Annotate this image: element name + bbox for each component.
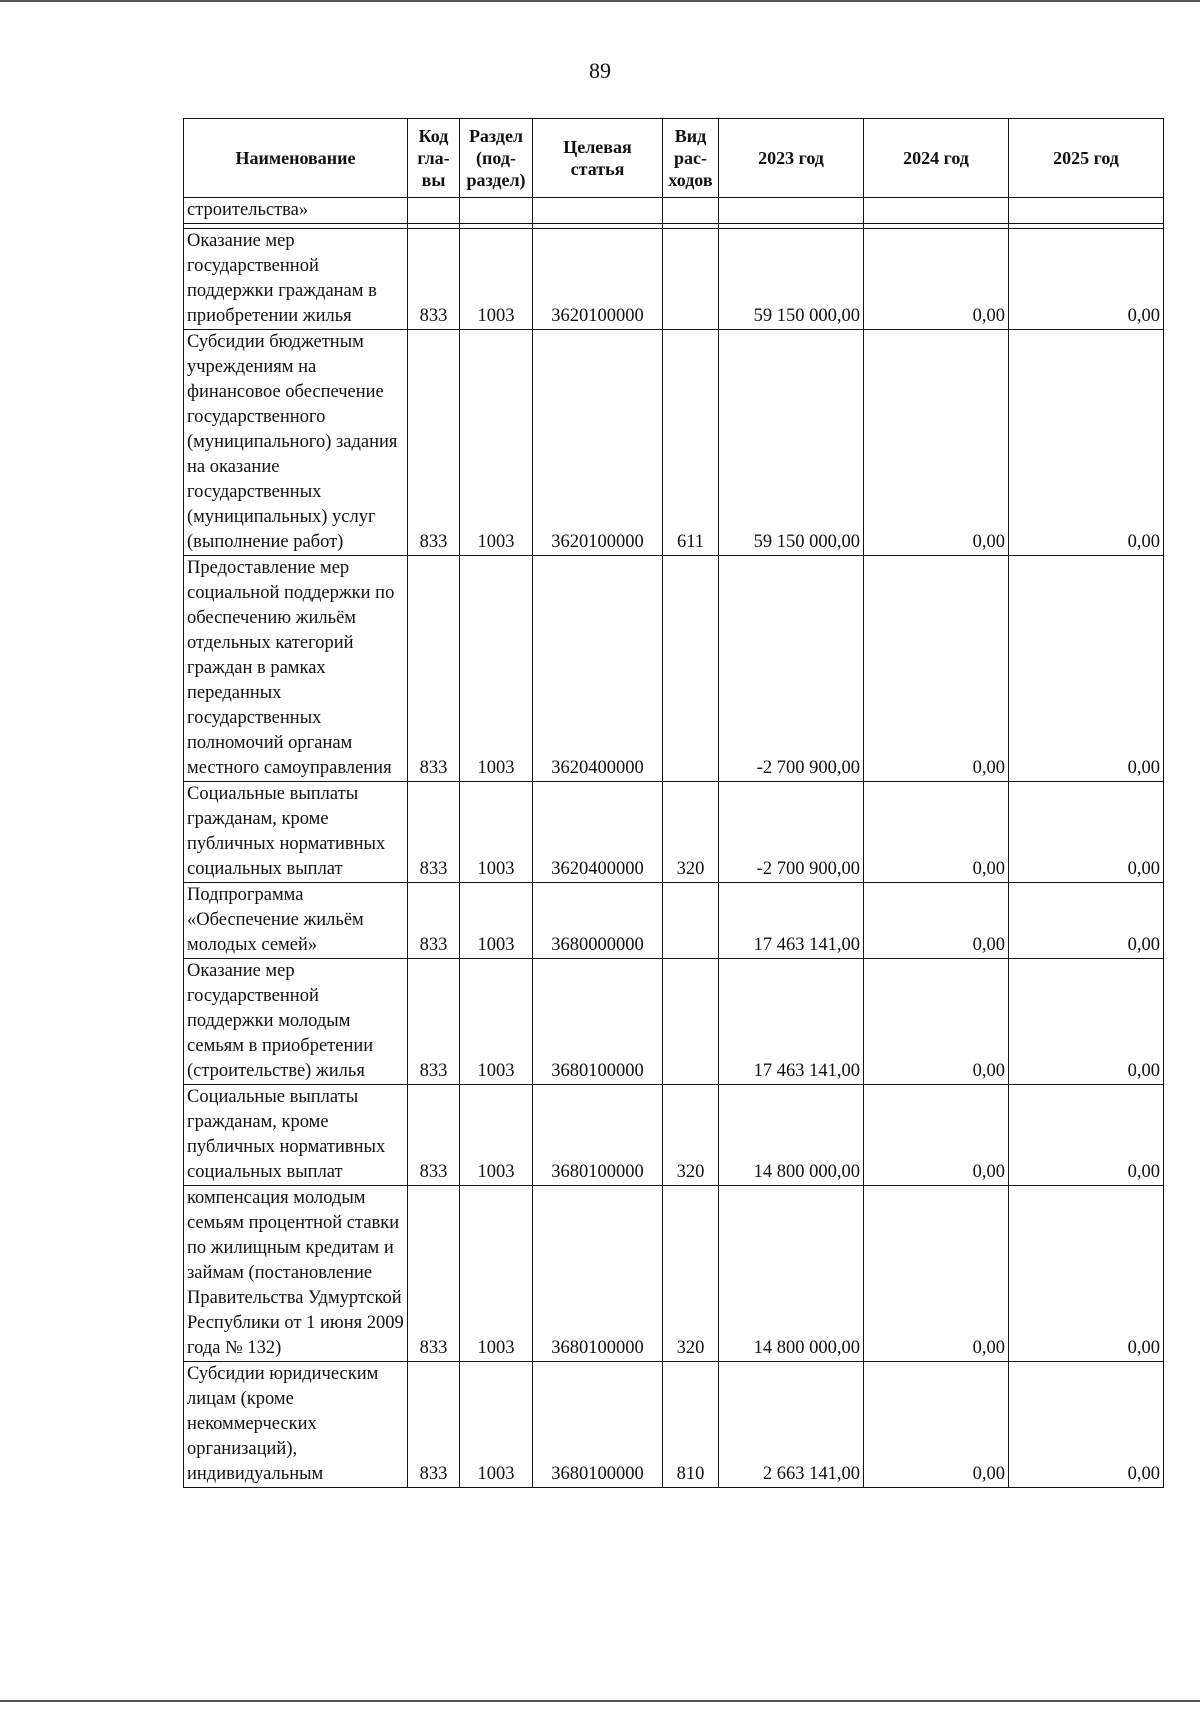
table-row — [184, 229, 1164, 330]
row-article: 3680100000 — [533, 959, 663, 1085]
row-2023: 14 800 000,00 — [719, 1085, 864, 1186]
row-section: 1003 — [460, 229, 533, 330]
row-code: 833 — [408, 959, 460, 1085]
row-2025: 0,00 — [1009, 556, 1164, 782]
row-section: 1003 — [460, 1362, 533, 1488]
row-2025: 0,00 — [1009, 229, 1164, 330]
row-name: Подпрограмма «Обеспечение жильём молодых семей» — [184, 883, 408, 959]
row-article: 3680100000 — [533, 1085, 663, 1186]
row-2023: 59 150 000,00 — [719, 229, 864, 330]
row-code: 833 — [408, 883, 460, 959]
row-code: 833 — [408, 1186, 460, 1362]
row-type — [663, 556, 719, 782]
row-2023: -2 700 900,00 — [719, 782, 864, 883]
header-target-article: Целевая статья — [533, 119, 663, 198]
row-2025 — [1009, 198, 1164, 224]
scan-edge-bottom — [0, 1700, 1200, 1702]
row-2025: 0,00 — [1009, 883, 1164, 959]
header-2024: 2024 год — [864, 119, 1009, 198]
header-name: Наименование — [184, 119, 408, 198]
row-2023: 17 463 141,00 — [719, 959, 864, 1085]
row-type: 611 — [663, 330, 719, 556]
row-2023: 59 150 000,00 — [719, 330, 864, 556]
row-article: 3680100000 — [533, 1362, 663, 1488]
row-article: 3680100000 — [533, 1186, 663, 1362]
row-name: Оказание мер государственной поддержки гражданам в приобретении жилья — [184, 229, 408, 330]
row-section: 1003 — [460, 782, 533, 883]
budget-table — [183, 118, 1164, 1488]
row-2023 — [719, 198, 864, 224]
row-article: 3620100000 — [533, 229, 663, 330]
row-article — [533, 198, 663, 224]
row-type: 320 — [663, 1085, 719, 1186]
row-2024: 0,00 — [864, 330, 1009, 556]
row-code: 833 — [408, 1085, 460, 1186]
row-2024: 0,00 — [864, 556, 1009, 782]
row-article: 3620400000 — [533, 782, 663, 883]
row-2023: 2 663 141,00 — [719, 1362, 864, 1488]
row-2025: 0,00 — [1009, 782, 1164, 883]
row-section: 1003 — [460, 330, 533, 556]
row-2024: 0,00 — [864, 1186, 1009, 1362]
row-2024: 0,00 — [864, 959, 1009, 1085]
row-section: 1003 — [460, 959, 533, 1085]
row-section: 1003 — [460, 1186, 533, 1362]
row-type: 320 — [663, 1186, 719, 1362]
row-code: 833 — [408, 782, 460, 883]
header-2025: 2025 год — [1009, 119, 1164, 198]
row-type — [663, 198, 719, 224]
row-type: 810 — [663, 1362, 719, 1488]
row-2023: 17 463 141,00 — [719, 883, 864, 959]
row-type — [663, 883, 719, 959]
row-2025: 0,00 — [1009, 330, 1164, 556]
table-header-row — [184, 119, 1164, 198]
row-2024: 0,00 — [864, 883, 1009, 959]
row-2024: 0,00 — [864, 782, 1009, 883]
row-2024: 0,00 — [864, 229, 1009, 330]
table-row — [184, 782, 1164, 883]
row-code: 833 — [408, 1362, 460, 1488]
row-name: Субсидии юридическим лицам (кроме некоммерческих организаций), индивидуальным — [184, 1362, 408, 1488]
row-name: Социальные выплаты гражданам, кроме публичных нормативных социальных выплат — [184, 782, 408, 883]
row-type — [663, 959, 719, 1085]
row-type: 320 — [663, 782, 719, 883]
row-section — [460, 198, 533, 224]
row-article: 3620400000 — [533, 556, 663, 782]
row-2025: 0,00 — [1009, 1085, 1164, 1186]
row-code: 833 — [408, 330, 460, 556]
table-row — [184, 198, 1164, 224]
table-row — [184, 883, 1164, 959]
row-name: Субсидии бюджетным учреждениям на финансовое обеспечение государственного (муниципального) задания на оказание государственных (муниципальных) услуг (выполнение работ) — [184, 330, 408, 556]
row-2023: -2 700 900,00 — [719, 556, 864, 782]
header-expense-type: Вид рас-ходов — [663, 119, 719, 198]
row-code: 833 — [408, 556, 460, 782]
row-section: 1003 — [460, 556, 533, 782]
row-section: 1003 — [460, 883, 533, 959]
header-2023: 2023 год — [719, 119, 864, 198]
row-name: компенсация молодым семьям процентной ставки по жилищным кредитам и займам (постановление Правительства Удмуртской Республики от 1 июня 2009 года № 132) — [184, 1186, 408, 1362]
row-code: 833 — [408, 229, 460, 330]
scan-edge-top — [0, 0, 1200, 2]
row-name: строительства» — [184, 198, 408, 224]
row-2025: 0,00 — [1009, 959, 1164, 1085]
row-name: Социальные выплаты гражданам, кроме публичных нормативных социальных выплат — [184, 1085, 408, 1186]
row-2024 — [864, 198, 1009, 224]
header-chapter-code: Код гла-вы — [408, 119, 460, 198]
row-2025: 0,00 — [1009, 1362, 1164, 1488]
header-section: Раздел (под-раздел) — [460, 119, 533, 198]
row-section: 1003 — [460, 1085, 533, 1186]
row-2023: 14 800 000,00 — [719, 1186, 864, 1362]
table-row — [184, 330, 1164, 556]
row-article: 3620100000 — [533, 330, 663, 556]
row-code — [408, 198, 460, 224]
page-number: 89 — [589, 58, 611, 83]
table-row — [184, 1362, 1164, 1488]
row-2025: 0,00 — [1009, 1186, 1164, 1362]
row-2024: 0,00 — [864, 1362, 1009, 1488]
row-article: 3680000000 — [533, 883, 663, 959]
row-2024: 0,00 — [864, 1085, 1009, 1186]
table-row — [184, 1085, 1164, 1186]
row-name: Оказание мер государственной поддержки молодым семьям в приобретении (строительстве) жилья — [184, 959, 408, 1085]
table-row — [184, 556, 1164, 782]
row-name: Предоставление мер социальной поддержки по обеспечению жильём отдельных категорий граждан в рамках переданных государственных полномочий органам местного самоуправления — [184, 556, 408, 782]
row-type — [663, 229, 719, 330]
table-row — [184, 1186, 1164, 1362]
table-row — [184, 959, 1164, 1085]
